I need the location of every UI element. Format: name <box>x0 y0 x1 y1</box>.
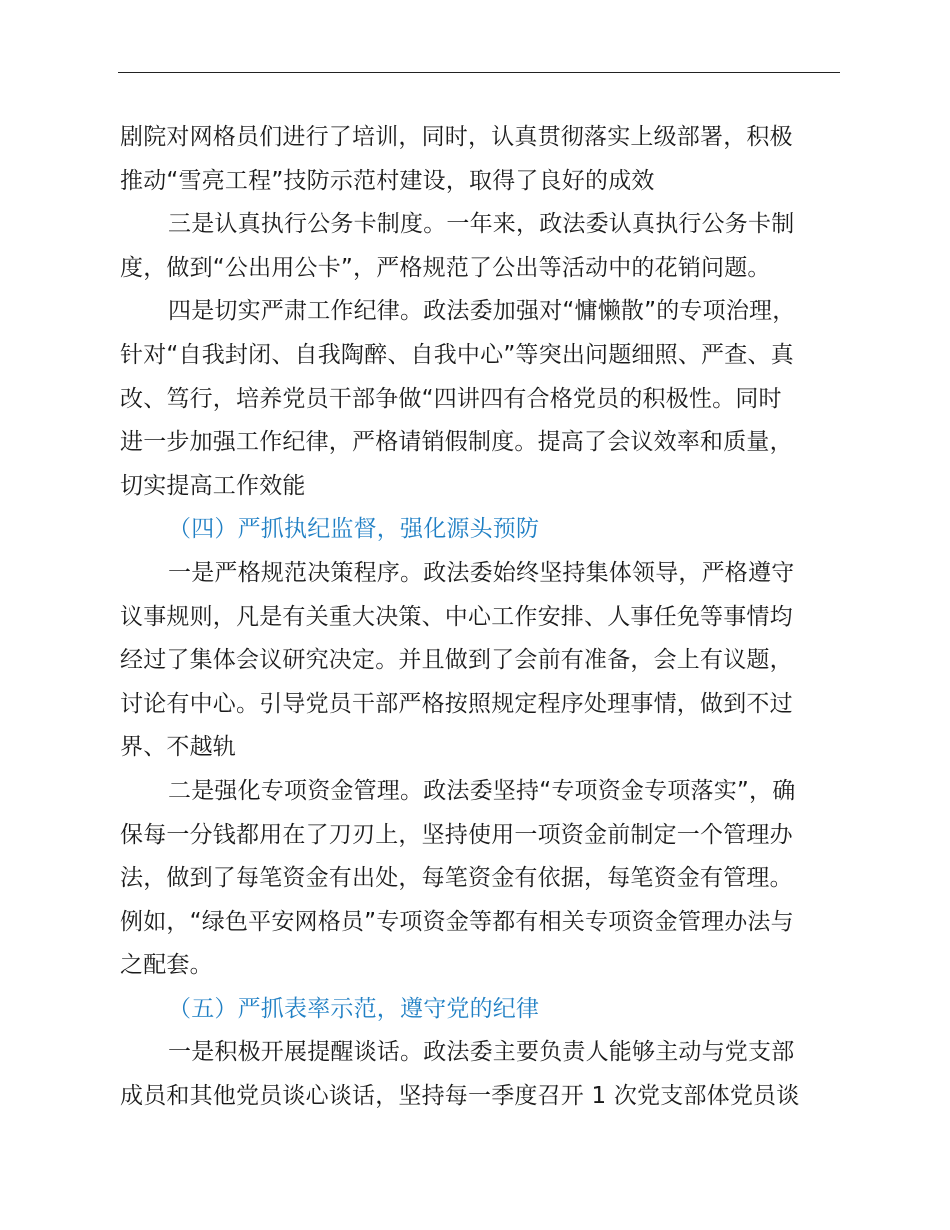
header-rule <box>118 72 840 73</box>
text-line: 议事规则，凡是有关重大决策、中心工作安排、人事任免等事情均 <box>120 603 793 630</box>
text-line: 改、笃行，培养党员干部争做“四讲四有合格党员的积极性。同时 <box>120 385 782 412</box>
text-line: 二是强化专项资金管理。政法委坚持“专项资金专项落实”，确 <box>168 777 796 804</box>
document-body <box>120 116 842 1119</box>
text-line: 例如，“绿色平安网格员”专项资金等都有相关专项资金管理办法与 <box>120 908 794 935</box>
text-line: 之配套。 <box>120 952 213 979</box>
text-line: 剧院对网格员们进行了培训，同时，认真贯彻落实上级部署，积极 <box>120 124 793 150</box>
text-line: 推动“雪亮工程”技防示范村建设，取得了良好的成效 <box>120 167 655 194</box>
text-line: 进一步加强工作纪律，严格请销假制度。提高了会议效率和质量， <box>120 429 793 456</box>
text-line: 一是积极开展提醒谈话。政法委主要负责人能够主动与党支部 <box>168 1039 795 1066</box>
text-line: 三是认真执行公务卡制度。一年来，政法委认真执行公务卡制 <box>168 211 795 238</box>
text-line: 经过了集体会议研究决定。并且做到了会前有准备，会上有议题， <box>120 647 793 674</box>
section-heading: （四）严抓执纪监督，强化源头预防 <box>168 516 540 543</box>
text-line: 针对“自我封闭、自我陶醉、自我中心”等突出问题细照、严查、真 <box>120 341 794 368</box>
text-line: 界、不越轨 <box>120 734 236 761</box>
text-line: 法，做到了每笔资金有出处，每笔资金有依据，每笔资金有管理。 <box>120 865 793 892</box>
text-line: 四是切实严肃工作纪律。政法委加强对“慵懒散”的专项治理， <box>168 298 796 325</box>
text-line: 讨论有中心。引导党员干部严格按照规定程序处理事情，做到不过 <box>120 690 793 717</box>
text-line: 一是严格规范决策程序。政法委始终坚持集体领导，严格遵守 <box>168 559 795 586</box>
section-heading: （五）严抓表率示范，遵守党的纪律 <box>168 995 540 1022</box>
text-line: 度，做到“公出用公卡”，严格规范了公出等活动中的花销问题。 <box>120 254 771 281</box>
text-line: 成员和其他党员谈心谈话，坚持每一季度召开 1 次党支部体党员谈 <box>120 1083 800 1110</box>
text-line: 保每一分钱都用在了刀刃上，坚持使用一项资金前制定一个管理办 <box>120 821 793 848</box>
text-line: 切实提高工作效能 <box>120 472 306 499</box>
